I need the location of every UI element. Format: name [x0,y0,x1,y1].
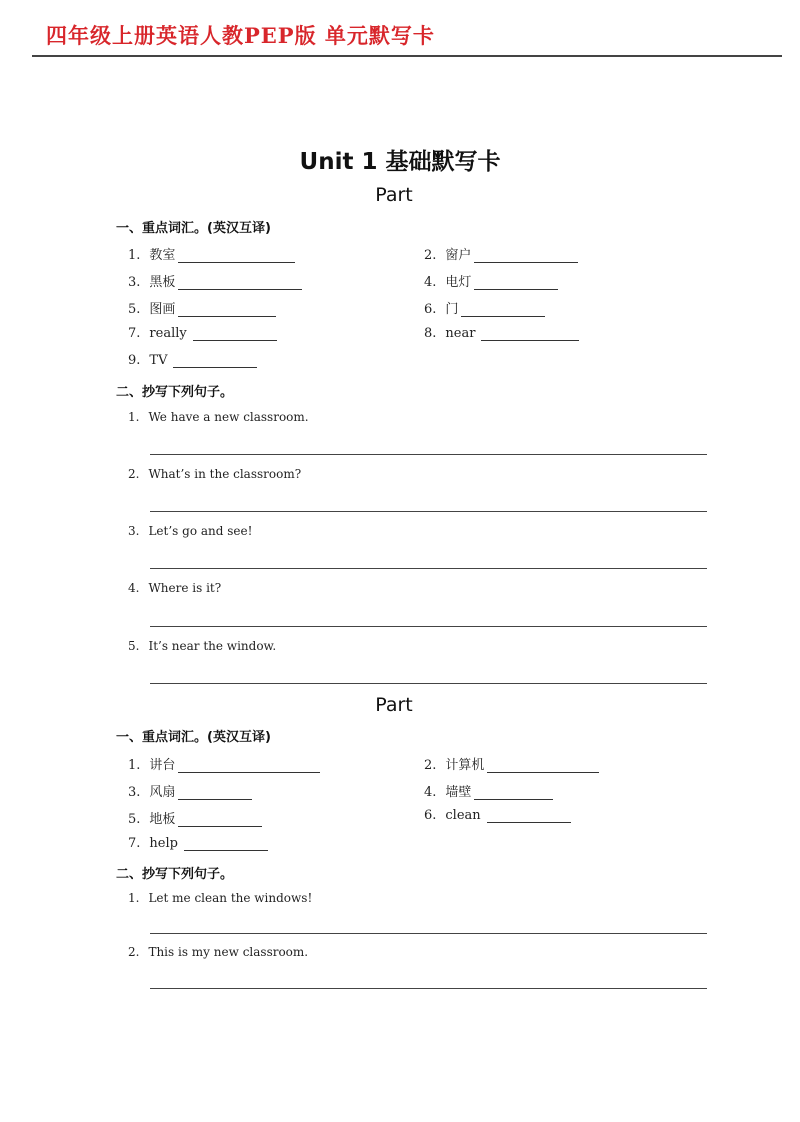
sentence-item: 4. Where is it? [128,581,222,595]
writing-line[interactable] [150,988,707,989]
sentence-item: 3. Let’s go and see! [128,524,253,538]
answer-blank[interactable] [184,836,268,851]
answer-blank[interactable] [474,248,578,263]
answer-blank[interactable] [178,812,262,827]
vocab-item: 3. 黑板 [128,271,302,290]
answer-blank[interactable] [193,326,277,341]
answer-blank[interactable] [474,275,558,290]
header-divider [32,55,782,57]
sentence-item: 2. This is my new classroom. [128,945,309,959]
page-title: Unit 1 基础默写卡 [299,149,501,175]
part-a-copy-heading: 二、抄写下列句子。 [116,385,234,400]
vocab-item: 7. help [128,836,268,851]
answer-blank[interactable] [178,785,252,800]
vocab-item: 5. 地板 [128,808,262,827]
answer-blank[interactable] [474,785,553,800]
answer-blank[interactable] [461,302,545,317]
sentence-item: 1. Let me clean the windows! [128,891,313,905]
answer-blank[interactable] [173,353,257,368]
vocab-item: 7. really [128,326,277,341]
answer-blank[interactable] [487,758,599,773]
part-b-title: Part [375,694,413,716]
vocab-item: 6. clean [424,808,571,823]
writing-line[interactable] [150,568,707,569]
vocab-item: 6. 门 [424,298,545,317]
vocab-item: 2. 窗户 [424,244,578,263]
answer-blank[interactable] [178,302,276,317]
header-title: 四年级上册英语人教PEP版 单元默写卡 [46,23,435,48]
answer-blank[interactable] [487,808,571,823]
vocab-item: 1. 教室 [128,244,295,263]
answer-blank[interactable] [178,758,320,773]
writing-line[interactable] [150,683,707,684]
sentence-item: 1. We have a new classroom. [128,410,309,424]
vocab-item: 2. 计算机 [424,754,599,773]
vocab-item: 4. 墙壁 [424,781,553,800]
writing-line[interactable] [150,626,707,627]
vocab-item: 5. 图画 [128,298,276,317]
vocab-item: 4. 电灯 [424,271,558,290]
vocab-item: 8. near [424,326,579,341]
answer-blank[interactable] [178,275,302,290]
part-b-vocab-heading: 一、重点词汇。(英汉互译) [116,730,271,745]
writing-line[interactable] [150,454,707,455]
part-b-copy-heading: 二、抄写下列句子。 [116,867,234,882]
part-a-vocab-heading: 一、重点词汇。(英汉互译) [116,221,271,236]
writing-line[interactable] [150,933,707,934]
answer-blank[interactable] [178,248,295,263]
part-a-title: Part [375,184,413,206]
vocab-item: 1. 讲台 [128,754,320,773]
vocab-item: 3. 风扇 [128,781,252,800]
writing-line[interactable] [150,511,707,512]
vocab-item: 9. TV [128,353,257,368]
answer-blank[interactable] [481,326,579,341]
sentence-item: 2. What’s in the classroom? [128,467,302,481]
sentence-item: 5. It’s near the window. [128,639,277,653]
